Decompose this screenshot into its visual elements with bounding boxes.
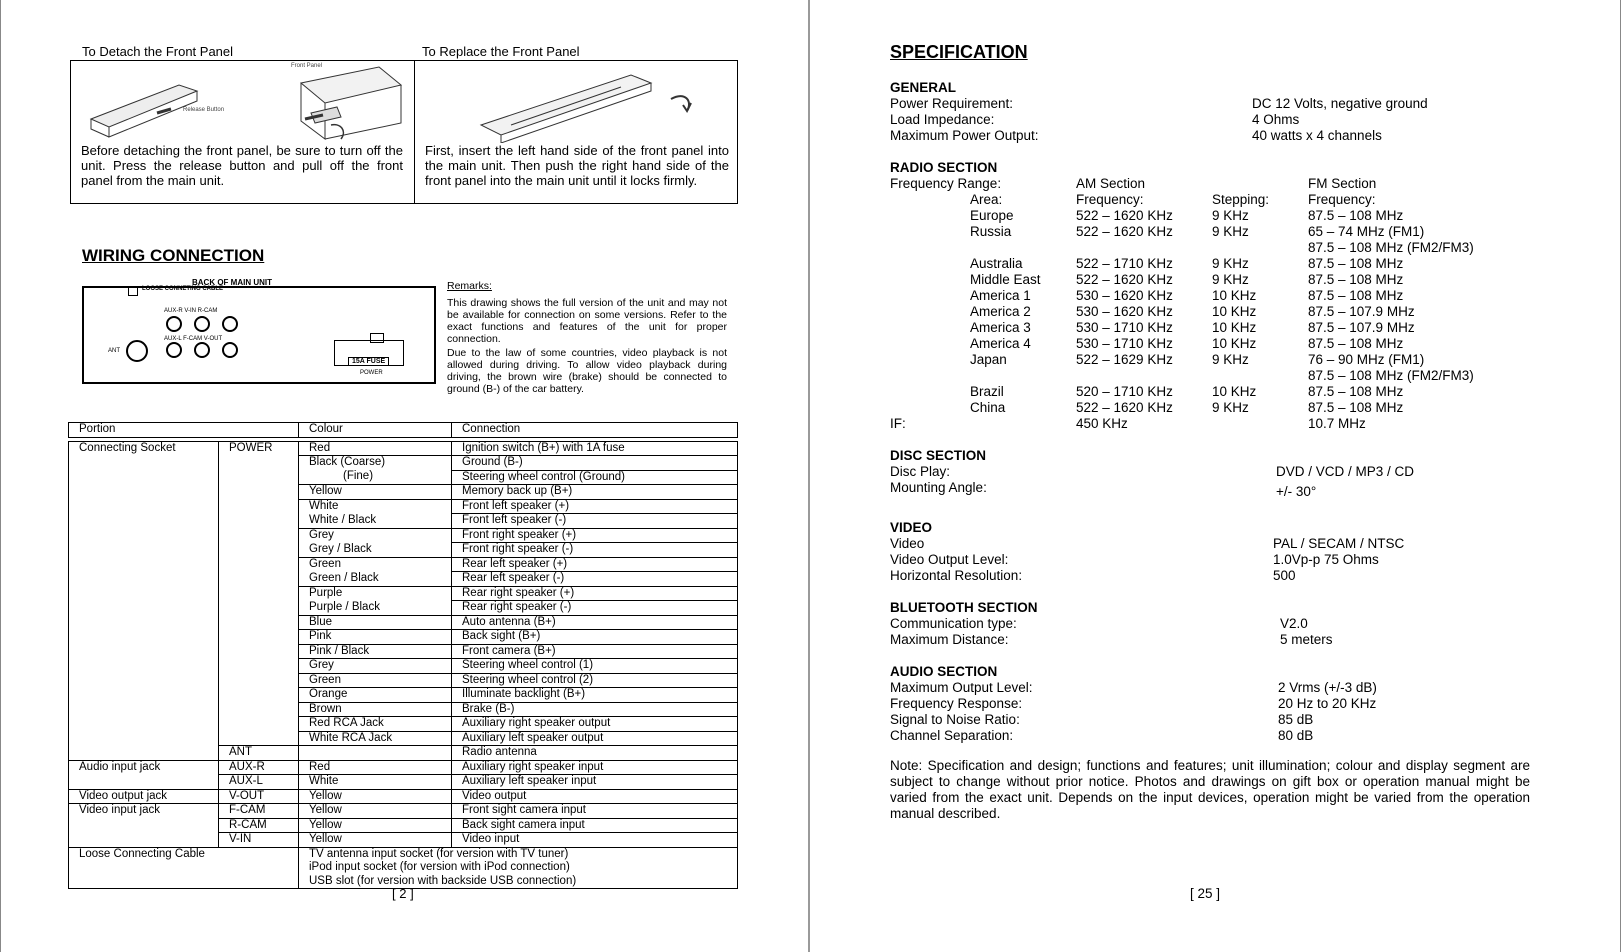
channel-separation-label: Channel Separation: [890, 728, 1014, 743]
colour-cell: Pink [299, 630, 452, 645]
colour-cell: Purple [299, 586, 452, 601]
specification-note: Note: Specification and design; functions and features; unit illumination; colour and display segment are subject to change without prior notice. Photos and drawings on gift box or operation manual might be varied from the exact unit. Depends on the input devices, operation might be varied from the operation manual described. [890, 758, 1530, 821]
fuse-label: 15A FUSE [348, 357, 389, 366]
colour-header: Colour [299, 423, 452, 438]
fm-frequency-cell: 87.5 – 108 MHz [1308, 272, 1404, 287]
channel-separation-value: 80 dB [1278, 728, 1314, 743]
area-cell: Europe [970, 208, 1014, 223]
connecting-socket-cell: Connecting Socket [69, 441, 219, 760]
horizontal-resolution-value: 500 [1273, 568, 1296, 583]
video-in-connection-cell: Front sight camera input [452, 804, 738, 819]
am-frequency-cell: 522 – 1629 KHz [1076, 352, 1173, 367]
connection-cell: Back sight (B+) [452, 630, 738, 645]
snr-value: 85 dB [1278, 712, 1314, 727]
ant-colour-cell [299, 746, 452, 761]
am-frequency-cell: 522 – 1620 KHz [1076, 400, 1173, 415]
replace-heading: To Replace the Front Panel [422, 44, 580, 59]
video-output-cell: Video output jack [69, 789, 219, 804]
fm-frequency-cell: 87.5 – 108 MHz [1308, 384, 1404, 399]
page-edge-left [0, 0, 1, 952]
connection-cell: Auxiliary left speaker output [452, 731, 738, 746]
connection-cell: Front right speaker (+) [452, 528, 738, 543]
stepping-cell: 10 KHz [1212, 384, 1257, 399]
video-system-value: PAL / SECAM / NTSC [1273, 536, 1405, 551]
replace-instructions: First, insert the left hand side of the front panel into the main unit. Then push the right hand side of the front panel into the main unit until it locks firmly. [425, 143, 729, 188]
audio-id-cell: AUX-R [219, 760, 299, 775]
colour-cell: White [299, 499, 452, 514]
ant-label: ANT [108, 348, 120, 354]
colour-cell: Orange [299, 688, 452, 703]
replace-illustration [471, 65, 711, 143]
video-values [1273, 536, 1404, 584]
remarks [447, 280, 727, 397]
colour-cell: Grey [299, 659, 452, 674]
area-header: Area: [970, 192, 1003, 207]
colour-cell: Red RCA Jack [299, 717, 452, 732]
audio-connection-cell: Auxiliary left speaker input [452, 775, 738, 790]
power-requirement-value: DC 12 Volts, negative ground [1252, 96, 1428, 111]
table-row-video-input [69, 804, 738, 819]
video-in-id-cell: R-CAM [219, 818, 299, 833]
v-in-jack [194, 316, 210, 332]
video-labels [890, 536, 1022, 584]
area-cell: Australia [970, 256, 1023, 271]
area-cell: China [970, 400, 1006, 415]
audio-colour-cell: Red [299, 760, 452, 775]
colour-cell: Yellow [299, 485, 452, 500]
area-cell: America 2 [970, 304, 1031, 319]
table-header-row [69, 423, 738, 438]
horizontal-resolution-label: Horizontal Resolution: [890, 568, 1023, 583]
connection-cell: Brake (B-) [452, 702, 738, 717]
connection-cell: Memory back up (B+) [452, 485, 738, 500]
connection-cell: Ignition switch (B+) with 1A fuse [452, 441, 738, 456]
communication-type-label: Communication type: [890, 616, 1017, 631]
fm-frequency-header: Frequency: [1308, 192, 1376, 207]
stepping-cell: 10 KHz [1212, 320, 1257, 335]
connection-cell: Front left speaker (-) [452, 514, 738, 529]
frequency-response-value: 20 Hz to 20 KHz [1278, 696, 1377, 711]
panel-divider [414, 61, 415, 203]
video-in-connection-cell: Back sight camera input [452, 818, 738, 833]
connection-cell: Rear right speaker (-) [452, 601, 738, 616]
connection-cell: Steering wheel control (Ground) [452, 470, 738, 485]
snr-label: Signal to Noise Ratio: [890, 712, 1020, 727]
video-in-colour-cell: Yellow [299, 833, 452, 848]
mounting-angle-label: Mounting Angle: [890, 480, 987, 495]
disc-play-label: Disc Play: [890, 464, 951, 479]
audio-input-cell: Audio input jack [69, 760, 219, 789]
fm-frequency-cell: 87.5 – 108 MHz (FM2/FM3) [1308, 240, 1474, 255]
fm-frequency-cell: 87.5 – 108 MHz [1308, 288, 1404, 303]
am-frequency-cell: 522 – 1710 KHz [1076, 256, 1173, 271]
loose-cable-item: USB slot (for version with backside USB connection) [299, 875, 738, 889]
colour-cell: Green / Black [299, 572, 452, 587]
ant-id-cell: ANT [219, 746, 299, 761]
frequency-response-label: Frequency Response: [890, 696, 1023, 711]
wiring-table [68, 422, 738, 889]
colour-cell: Blue [299, 615, 452, 630]
connection-cell: Illuminate backlight (B+) [452, 688, 738, 703]
page-number-left: [ 2 ] [392, 886, 414, 901]
back-of-unit-diagram [82, 286, 436, 384]
front-panel-box [70, 60, 738, 204]
if-fm-value: 10.7 MHz [1308, 416, 1366, 431]
am-frequency-cell: 530 – 1710 KHz [1076, 336, 1173, 351]
power-requirement-label: Power Requirement: [890, 96, 1014, 111]
stepping-cell: 9 KHz [1212, 256, 1249, 271]
colour-cell: Grey / Black [299, 543, 452, 558]
v-out-id-cell: V-OUT [219, 789, 299, 804]
jack-row1-labels: AUX-R V-IN R-CAM [164, 308, 218, 314]
maximum-distance-label: Maximum Distance: [890, 632, 1009, 647]
jack-row2-labels: AUX-L F-CAM V-OUT [164, 336, 223, 342]
video-output-level-label: Video Output Level: [890, 552, 1009, 567]
video-in-id-cell: F-CAM [219, 804, 299, 819]
colour-cell: Purple / Black [299, 601, 452, 616]
video-in-id-cell: V-IN [219, 833, 299, 848]
general-values [1252, 96, 1428, 144]
fm-frequency-cell: 87.5 – 108 MHz [1308, 336, 1404, 351]
v-out-colour-cell: Yellow [299, 789, 452, 804]
colour-cell: Pink / Black [299, 644, 452, 659]
if-label: IF: [890, 416, 906, 431]
area-cell: Brazil [970, 384, 1004, 399]
remarks-paragraph-2: Due to the law of some countries, video playback is not allowed during driving. To allow video playback during driving, the brown wire (brake) should be connected to ground (B-) of the car battery. [447, 347, 727, 395]
general-labels [890, 96, 1039, 144]
book-spine [808, 0, 810, 952]
colour-cell: Green [299, 557, 452, 572]
stepping-cell: 10 KHz [1212, 336, 1257, 351]
load-impedance-value: 4 Ohms [1252, 112, 1300, 127]
bluetooth-labels [890, 616, 1017, 648]
stepping-cell: 10 KHz [1212, 288, 1257, 303]
connection-cell: Auto antenna (B+) [452, 615, 738, 630]
fm-frequency-cell: 87.5 – 108 MHz [1308, 256, 1404, 271]
video-input-cell: Video input jack [69, 804, 219, 848]
connection-cell: Rear left speaker (+) [452, 557, 738, 572]
audio-labels [890, 680, 1033, 744]
audio-colour-cell: White [299, 775, 452, 790]
colour-cell: White RCA Jack [299, 731, 452, 746]
ant-jack [126, 340, 148, 362]
max-output-level-value: 2 Vrms (+/-3 dB) [1278, 680, 1377, 695]
video-in-connection-cell: Video input [452, 833, 738, 848]
table-row-audio [69, 760, 738, 775]
video-system-label: Video [890, 536, 925, 551]
am-frequency-cell: 522 – 1620 KHz [1076, 208, 1173, 223]
remarks-paragraph-1: This drawing shows the full version of the unit and may not be available for connection on some versions. Refer to the exact functions and features of the unit for proper connection. [447, 297, 727, 345]
connection-header: Connection [452, 423, 738, 438]
fm-frequency-cell: 87.5 – 108 MHz [1308, 400, 1404, 415]
detach-heading: To Detach the Front Panel [82, 44, 234, 59]
radio-heading: RADIO SECTION [890, 160, 998, 175]
frequency-range-label: Frequency Range: [890, 176, 1002, 191]
fm-frequency-cell: 87.5 – 107.9 MHz [1308, 304, 1415, 319]
stepping-cell: 9 KHz [1212, 208, 1249, 223]
disc-heading: DISC SECTION [890, 448, 987, 463]
detach-illustration [79, 63, 409, 141]
connection-cell: Rear left speaker (-) [452, 572, 738, 587]
wiring-connection-title: WIRING CONNECTION [82, 246, 265, 265]
max-power-output-label: Maximum Power Output: [890, 128, 1039, 143]
aux-l-jack [166, 342, 182, 358]
f-cam-jack [194, 342, 210, 358]
loose-cable-cell: Loose Connecting Cable [69, 847, 299, 889]
power-label: POWER [360, 370, 383, 376]
max-output-level-label: Maximum Output Level: [890, 680, 1033, 695]
portion-header: Portion [69, 423, 299, 438]
bluetooth-values [1280, 616, 1333, 648]
audio-id-cell: AUX-L [219, 775, 299, 790]
colour-cell: Green [299, 673, 452, 688]
if-am-value: 450 KHz [1076, 416, 1128, 431]
video-in-colour-cell: Yellow [299, 818, 452, 833]
disc-play-value: DVD / VCD / MP3 / CD [1276, 464, 1415, 479]
fm-frequency-cell: 76 – 90 MHz (FM1) [1308, 352, 1425, 367]
video-heading: VIDEO [890, 520, 933, 535]
connection-cell: Steering wheel control (1) [452, 659, 738, 674]
maximum-distance-value: 5 meters [1280, 632, 1333, 647]
detach-instructions: Before detaching the front panel, be sure to turn off the unit. Press the release button and pull off the front panel from the main unit. [81, 143, 403, 188]
connection-cell: Steering wheel control (2) [452, 673, 738, 688]
colour-cell: Red [299, 441, 452, 456]
table-row-video-output [69, 789, 738, 804]
area-cell: Russia [970, 224, 1012, 239]
bluetooth-heading: BLUETOOTH SECTION [890, 600, 1038, 615]
colour-cell: Black (Coarse) [299, 456, 452, 471]
am-frequency-cell: 520 – 1710 KHz [1076, 384, 1173, 399]
load-impedance-label: Load Impedance: [890, 112, 995, 127]
release-button-callout: Release Button [183, 107, 225, 113]
v-out-connection-cell: Video output [452, 789, 738, 804]
audio-values [1278, 680, 1377, 744]
connection-cell: Ground (B-) [452, 456, 738, 471]
colour-cell: White / Black [299, 514, 452, 529]
stepping-header: Stepping: [1212, 192, 1270, 207]
front-panel-callout: Front Panel [291, 63, 323, 69]
ant-connection-cell: Radio antenna [452, 746, 738, 761]
colour-cell: (Fine) [299, 470, 452, 485]
am-frequency-cell: 522 – 1620 KHz [1076, 272, 1173, 287]
colour-cell: Grey [299, 528, 452, 543]
general-heading: GENERAL [890, 80, 957, 95]
connection-cell: Front left speaker (+) [452, 499, 738, 514]
loose-cable-connector [128, 286, 138, 296]
connection-cell: Rear right speaker (+) [452, 586, 738, 601]
communication-type-value: V2.0 [1280, 616, 1308, 631]
area-cell: America 4 [970, 336, 1031, 351]
area-cell: Japan [970, 352, 1007, 367]
loose-cable-item: TV antenna input socket (for version with TV tuner) [299, 847, 738, 861]
page-number-right: [ 25 ] [1190, 886, 1221, 901]
connection-cell: Auxiliary right speaker output [452, 717, 738, 732]
am-frequency-header: Frequency: [1076, 192, 1144, 207]
table-row [69, 441, 738, 456]
am-frequency-cell: 530 – 1710 KHz [1076, 320, 1173, 335]
area-cell: Middle East [970, 272, 1041, 287]
video-in-colour-cell: Yellow [299, 804, 452, 819]
am-section-label: AM Section [1076, 176, 1146, 191]
loose-cable-item: iPod input socket (for version with iPod connection) [299, 861, 738, 875]
audio-connection-cell: Auxiliary right speaker input [452, 760, 738, 775]
v-out-jack [222, 342, 238, 358]
connection-cell: Front right speaker (-) [452, 543, 738, 558]
fm-section-label: FM Section [1308, 176, 1377, 191]
mounting-angle-value: +/- 30° [1276, 484, 1317, 499]
audio-heading: AUDIO SECTION [890, 664, 998, 679]
fm-frequency-cell: 65 – 74 MHz (FM1) [1308, 224, 1425, 239]
table-row-loose-cable [69, 847, 738, 861]
am-frequency-cell: 522 – 1620 KHz [1076, 224, 1173, 239]
fm-frequency-cell: 87.5 – 107.9 MHz [1308, 320, 1415, 335]
am-frequency-cell: 530 – 1620 KHz [1076, 304, 1173, 319]
am-frequency-cell: 530 – 1620 KHz [1076, 288, 1173, 303]
video-output-level-value: 1.0Vp-p 75 Ohms [1273, 552, 1379, 567]
connection-cell: Front camera (B+) [452, 644, 738, 659]
specification-title: SPECIFICATION [890, 42, 1028, 62]
stepping-cell: 9 KHz [1212, 224, 1249, 239]
area-cell: America 1 [970, 288, 1031, 303]
stepping-cell: 9 KHz [1212, 272, 1249, 287]
fm-frequency-cell: 87.5 – 108 MHz [1308, 208, 1404, 223]
stepping-cell: 9 KHz [1212, 400, 1249, 415]
back-of-unit-title: BACK OF MAIN UNIT [192, 278, 272, 287]
aux-r-jack [166, 316, 182, 332]
r-cam-jack [222, 316, 238, 332]
loose-cable-label: LOOSE CONNETING CABLE [142, 286, 224, 292]
stepping-cell: 10 KHz [1212, 304, 1257, 319]
remarks-title: Remarks: [447, 280, 492, 292]
max-power-output-value: 40 watts x 4 channels [1252, 128, 1382, 143]
power-cell: POWER [219, 441, 299, 746]
fm-frequency-cell: 87.5 – 108 MHz (FM2/FM3) [1308, 368, 1474, 383]
stepping-cell: 9 KHz [1212, 352, 1249, 367]
colour-cell: Brown [299, 702, 452, 717]
area-cell: America 3 [970, 320, 1031, 335]
